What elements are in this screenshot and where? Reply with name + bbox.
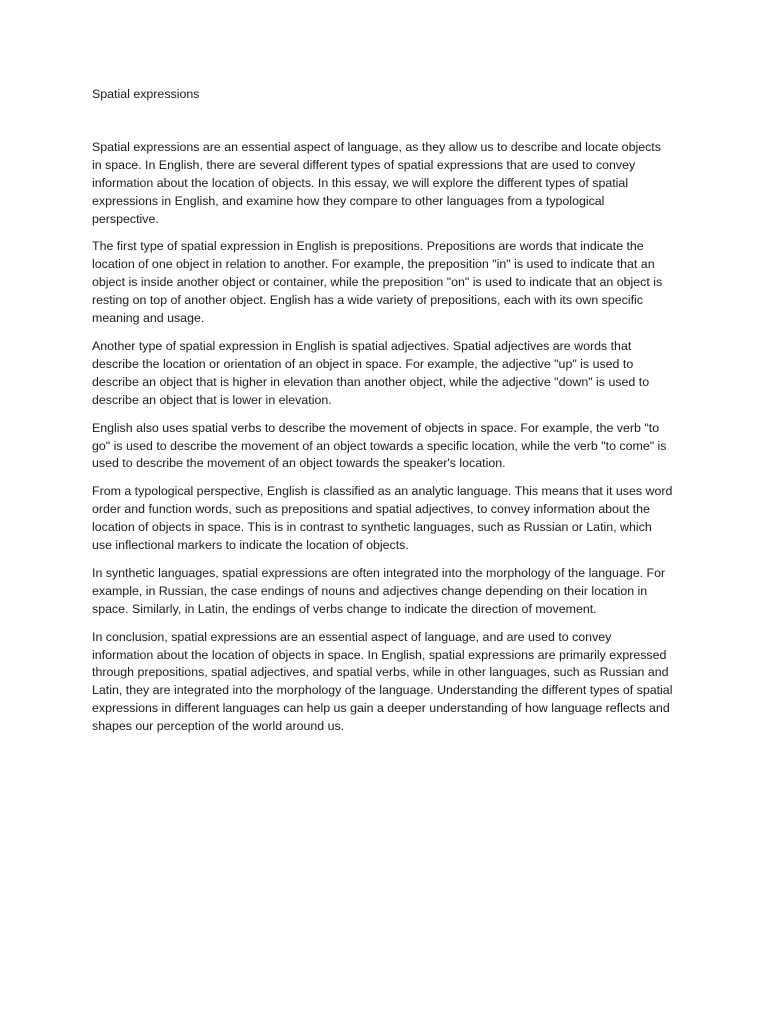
paragraph-prepositions: The first type of spatial expression in English is prepositions. Prepositions are words that indicate the location of one object in relation to another. For example, the preposition "in" is used to indicate that an object is inside another object or container, while the preposition "on" is used to indicate that an object is resting on top of another object. English has a wide variety of prepositions, each with its own specific meaning and usage. xyxy=(92,239,663,326)
paragraph-spatial-verbs: English also uses spatial verbs to describe the movement of objects in space. For example, the verb "to go" is used to describe the movement of an object towards a specific location, while the verb "to come" is used to describe the movement of an object towards the speaker's location. xyxy=(92,420,667,471)
paragraph-intro: Spatial expressions are an essential aspect of language, as they allow us to describe and locate objects in space. In English, there are several different types of spatial expressions that are used to convey information about the location of objects. In this essay, we will explore the different types of spatial expressions in English, and examine how they compare to other languages from a typological perspective. xyxy=(92,139,661,226)
document-title: Spatial expressions xyxy=(92,87,200,101)
document-body xyxy=(92,86,674,746)
paragraph-synthetic-languages: In synthetic languages, spatial expressions are often integrated into the morphology of the language. For example, in Russian, the case endings of nouns and adjectives change depending on their location in space. Similarly, in Latin, the endings of verbs change to indicate the direction of movement. xyxy=(92,565,666,616)
paragraph-spatial-adjectives: Another type of spatial expression in English is spatial adjectives. Spatial adjectives are words that describe the location or orientation of an object in space. For example, the adjective "up" is used to describe an object that is higher in elevation than another object, while the adjective "down" is used to describe an object that is lower in elevation. xyxy=(92,338,650,407)
paragraph-conclusion: In conclusion, spatial expressions are an essential aspect of language, and are used to convey information about the location of objects in space. In English, spatial expressions are primarily expressed through prepositions, spatial adjectives, and spatial verbs, while in other languages, such as Russian and Latin, they are integrated into the morphology of the language. Understanding the different types of spatial expressions in different languages can help us gain a deeper understanding of how language reflects and shapes our perception of the world around us. xyxy=(92,629,673,734)
paragraph-typological-perspective: From a typological perspective, English is classified as an analytic language. This means that it uses word order and function words, such as prepositions and spatial adjectives, to convey information about the location of objects in space. This is in contrast to synthetic languages, such as Russian or Latin, which use inflectional markers to indicate the location of objects. xyxy=(92,484,673,553)
